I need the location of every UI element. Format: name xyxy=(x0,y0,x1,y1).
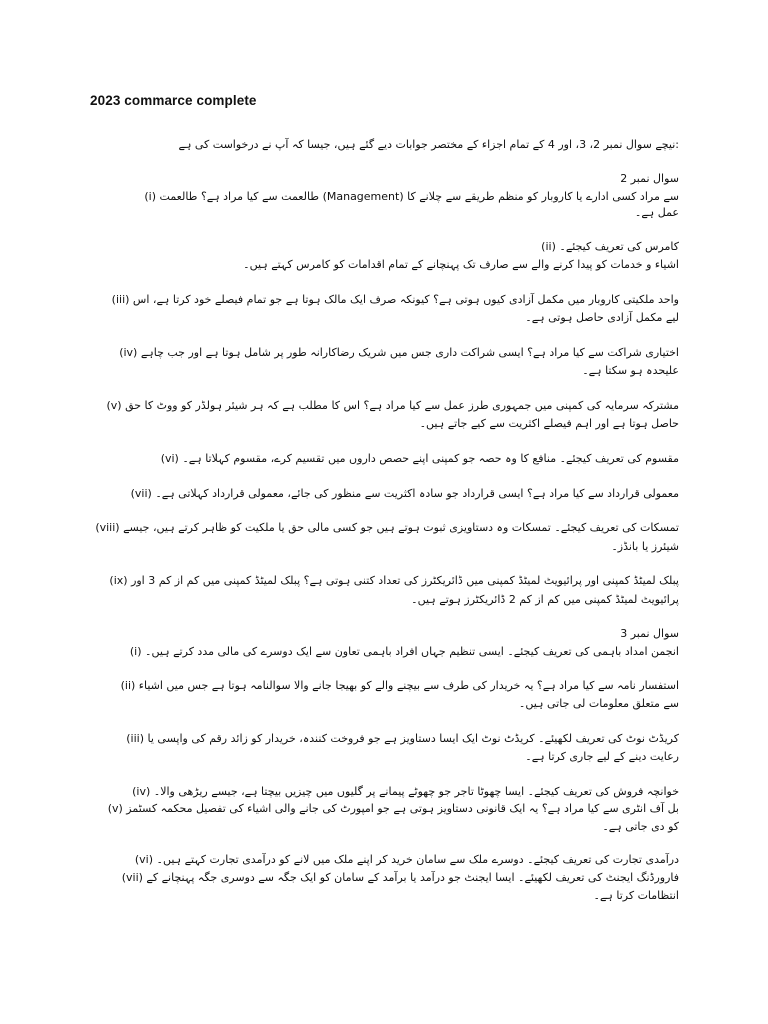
q3-item-2-line-1: (ii) استفسار نامہ سے کیا مراد ہے؟ یہ خریدار کی طرف سے بیچنے والے کو بھیجا جانے والا سوالنامہ ہوتا ہے جس میں اشیاء xyxy=(120,679,679,692)
q2-item-5-line-1: (v) مشترکہ سرمایہ کی کمپنی میں جمہوری طرز عمل سے کیا مراد ہے؟ اس کا مطلب ہے کہ ہر شیئر ہولڈر کو ووٹ کا حق xyxy=(106,399,679,412)
q2-item-3-line-1: (iii) واحد ملکیتی کاروبار میں مکمل آزادی کیوں ہوتی ہے؟ کیونکہ صرف ایک مالک ہوتا ہے جو تمام فیصلے خود کرتا ہے، اس xyxy=(111,293,679,306)
intro-paragraph: :نیچے سوال نمبر 2، 3، اور 4 کے تمام اجزاء کے مختصر جوابات دیے گئے ہیں، جیسا کہ آپ نے درخواست کی ہے xyxy=(178,138,679,151)
q3-item-1: (i) انجمن امداد باہمی کی تعریف کیجئے۔ ایسی تنظیم جہاں افراد باہمی تعاون سے ایک دوسرے کی مالی مدد کرتے ہیں۔ xyxy=(129,645,679,658)
q3-item-3-line-2: رعایت دینے کے لیے جاری کرتا ہے۔ xyxy=(525,750,679,763)
q2-item-9-line-1: (ix) پبلک لمیٹڈ کمپنی اور پرائیویٹ لمیٹڈ کمپنی میں ڈائریکٹرز کی تعداد کتنی ہوتی ہے؟ پبلک لمیٹڈ کمپنی میں کم از کم 3 اور xyxy=(109,574,679,587)
q3-item-4: (iv) خوانچہ فروش کی تعریف کیجئے۔ ایسا چھوٹا تاجر جو چھوٹے پیمانے پر گلیوں میں چیزیں بیچتا ہے، جیسے ریڑھی والا۔ xyxy=(132,785,679,798)
q3-item-5-line-2: کو دی جاتی ہے۔ xyxy=(602,820,679,833)
q2-item-6: (vi) مقسوم کی تعریف کیجئے۔ منافع کا وہ حصہ جو کمپنی اپنے حصص داروں میں تقسیم کرے، مقسوم کہلاتا ہے۔ xyxy=(160,452,679,465)
section-heading-q3: سوال نمبر 3 xyxy=(620,627,679,640)
q2-item-7: (vii) معمولی قرارداد سے کیا مراد ہے؟ ایسی قرارداد جو سادہ اکثریت سے منظور کی جائے، معمولی قرارداد کہلاتی ہے۔ xyxy=(130,487,679,500)
q3-item-7-line-1: (vii) فارورڈنگ ایجنٹ کی تعریف لکھیئے۔ ایسا ایجنٹ جو درآمد یا برآمد کے سامان کو ایک جگہ سے دوسری جگہ پہنچانے کے xyxy=(121,871,679,884)
q2-item-8-line-2: شیئرز یا بانڈز۔ xyxy=(611,540,679,553)
q2-item-1-line-2: عمل ہے۔ xyxy=(634,206,679,219)
q2-item-3-line-2: لیے مکمل آزادی حاصل ہوتی ہے۔ xyxy=(525,311,679,324)
q2-item-4-line-1: (iv) اختیاری شراکت سے کیا مراد ہے؟ ایسی شراکت داری جس میں شریک رضاکارانہ طور پر شامل ہوتا ہے اور جب چاہے xyxy=(119,346,679,359)
q2-item-4-line-2: علیحدہ ہو سکتا ہے۔ xyxy=(582,364,679,377)
q2-item-9-line-2: پرائیویٹ لمیٹڈ کمپنی میں کم از کم 2 ڈائریکٹرز ہوتے ہیں۔ xyxy=(411,593,679,606)
q3-item-5-line-1: (v) بل آف انٹری سے کیا مراد ہے؟ یہ ایک قانونی دستاویز ہوتی ہے جو امپورٹ کی جانے والی اشیاء کی تفصیل محکمہ کسٹمز xyxy=(107,802,679,815)
q3-item-7-line-2: انتظامات کرتا ہے۔ xyxy=(593,889,679,902)
q2-item-2-line-2: اشیاء و خدمات کو پیدا کرنے والے سے صارف تک پہنچانے کے تمام اقدامات کو کامرس کہتے ہیں۔ xyxy=(243,258,679,271)
section-heading-q2: سوال نمبر 2 xyxy=(620,172,679,185)
q2-item-8-line-1: (viii) تمسکات کی تعریف کیجئے۔ تمسکات وہ دستاویزی ثبوت ہوتے ہیں جو کسی مالی حق یا ملکیت کو ظاہر کرتے ہیں، جیسے xyxy=(95,521,679,534)
q3-item-3-line-1: (iii) کریڈٹ نوٹ کی تعریف لکھیئے۔ کریڈٹ نوٹ ایک ایسا دستاویز ہے جو فروخت کنندہ، خریدار کو زائد رقم کی واپسی یا xyxy=(126,732,679,745)
q2-item-5-line-2: حاصل ہوتا ہے اور اہم فیصلے اکثریت سے کیے جاتے ہیں۔ xyxy=(419,417,679,430)
document-title: 2023 commarce complete xyxy=(90,93,257,108)
q3-item-2-line-2: سے متعلق معلومات لی جاتی ہیں۔ xyxy=(518,697,679,710)
q2-item-1-line-1: (i) طالعمت سے کیا مراد ہے؟ طالعمت (Management) سے مراد کسی ادارے یا کاروبار کو منظم طریقے سے چلانے کا xyxy=(144,190,679,203)
q2-item-2-line-1: (ii) کامرس کی تعریف کیجئے۔ xyxy=(541,240,679,253)
q3-item-6: (vi) درآمدی تجارت کی تعریف کیجئے۔ دوسرے ملک سے سامان خرید کر اپنے ملک میں لانے کو درآمدی تجارت کہتے ہیں۔ xyxy=(134,853,679,866)
